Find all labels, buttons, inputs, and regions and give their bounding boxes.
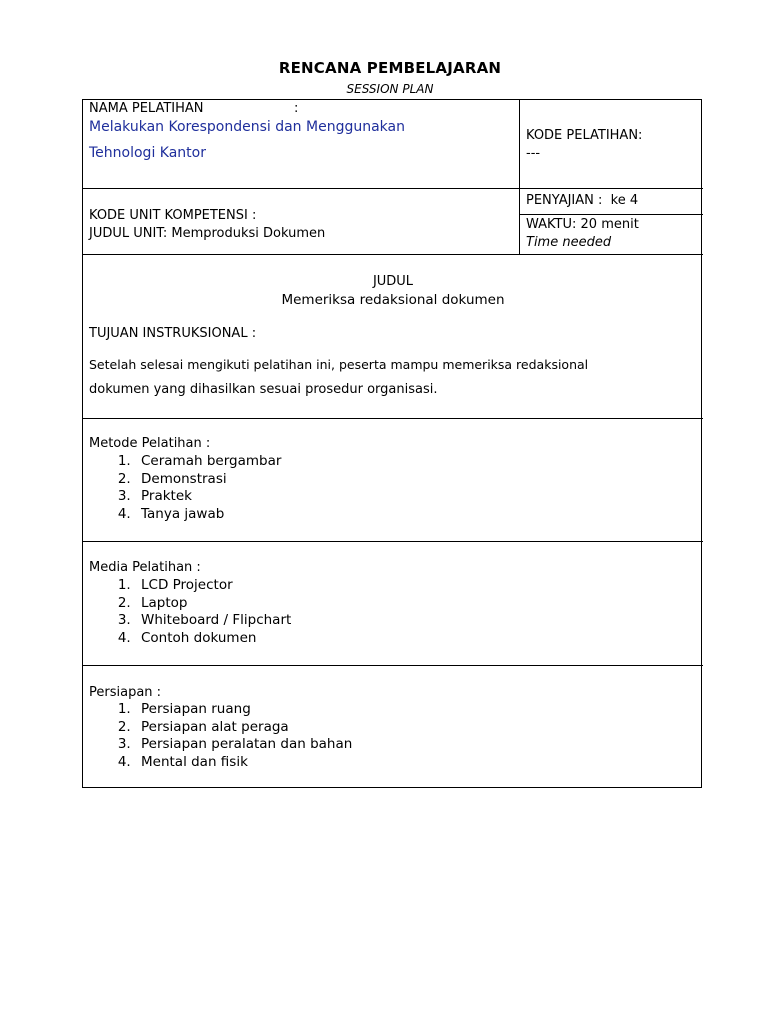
list-item: 4. Mental dan fisik: [135, 754, 352, 772]
persiapan-list: [83, 701, 352, 771]
judul-unit: [89, 226, 325, 241]
penyajian-value: ke 4: [610, 193, 639, 208]
judul-label: JUDUL: [372, 274, 414, 289]
tujuan-text-normal: Setelah selesai mengikuti pelatihan ini, peserta mampu m: [89, 357, 455, 372]
list-item: 2. Laptop: [135, 595, 291, 613]
judul-unit-value: Memproduksi Dokumen: [167, 226, 326, 241]
list-item: 1. Persiapan ruang: [135, 701, 352, 719]
column-divider: [519, 100, 520, 254]
row-divider: [83, 541, 703, 542]
nama-pelatihan-line1: Melakukan Korespondensi dan Menggunakan: [89, 119, 405, 135]
nama-pelatihan-line2: Tehnologi Kantor: [89, 145, 206, 161]
waktu-label: WAKTU:: [526, 217, 577, 232]
tujuan-label: TUJUAN INSTRUKSIONAL :: [89, 326, 257, 341]
penyajian-label: PENYAJIAN: [526, 193, 594, 208]
waktu-note: Time needed: [526, 235, 612, 250]
judul-value: Memeriksa redaksional dokumen: [281, 292, 505, 308]
metode-label: Metode Pelatihan :: [89, 436, 211, 451]
waktu-value: 20 menit: [576, 217, 639, 232]
session-plan-table: [82, 99, 702, 788]
tujuan-text-bold: emeriksa redaksional: [454, 357, 589, 372]
document-title: RENCANA PEMBELAJARAN: [278, 59, 502, 77]
list-item: 1. LCD Projector: [135, 577, 291, 595]
tujuan-text-line1: [89, 357, 588, 373]
row-divider: [83, 188, 703, 189]
list-item: 4. Tanya jawab: [135, 506, 281, 524]
judul-unit-label: JUDUL UNIT:: [89, 226, 168, 241]
list-item: 4. Contoh dokumen: [135, 630, 291, 648]
penyajian: [526, 193, 638, 208]
kode-unit-label: KODE UNIT KOMPETENSI :: [89, 208, 257, 223]
row-divider: [83, 418, 703, 419]
list-item: 3. Persiapan peralatan dan bahan: [135, 736, 352, 754]
list-item: 2. Demonstrasi: [135, 471, 281, 489]
media-label: Media Pelatihan :: [89, 560, 201, 575]
kode-pelatihan-label: KODE PELATIHAN:: [526, 128, 643, 143]
persiapan-label: Persiapan :: [89, 685, 162, 700]
media-list: [83, 577, 291, 647]
row-divider: [83, 665, 703, 666]
list-item: 3. Whiteboard / Flipchart: [135, 612, 291, 630]
list-item: 2. Persiapan alat peraga: [135, 719, 352, 737]
row-divider: [519, 214, 703, 215]
kode-pelatihan-value: ---: [526, 146, 541, 161]
row-divider: [83, 254, 703, 255]
list-item: 1. Ceramah bergambar: [135, 453, 281, 471]
tujuan-text-line2: dokumen yang dihasilkan sesuai prosedur organisasi.: [89, 382, 438, 397]
document-subtitle: SESSION PLAN: [346, 82, 434, 96]
penyajian-colon: :: [593, 193, 611, 208]
nama-pelatihan-colon: :: [294, 101, 299, 116]
list-item: 3. Praktek: [135, 488, 281, 506]
waktu: [526, 217, 639, 232]
nama-pelatihan-label: NAMA PELATIHAN: [89, 101, 204, 116]
metode-list: [83, 453, 281, 523]
